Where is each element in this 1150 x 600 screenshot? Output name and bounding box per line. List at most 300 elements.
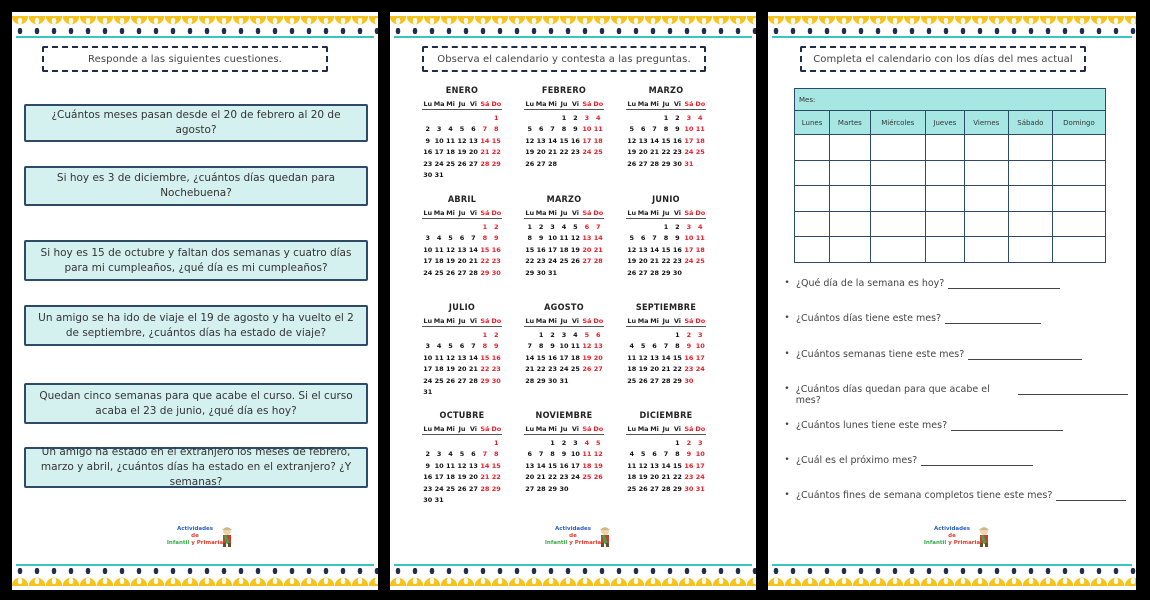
day-cell: 9 [550, 342, 555, 351]
day-cell: 15 [661, 136, 671, 145]
day-cell: 28 [548, 159, 558, 168]
empty-day-cell [535, 438, 546, 449]
day-cell: 18 [627, 473, 637, 482]
weekday-label: Ju [458, 209, 466, 217]
month-title: NOVIEMBRE [535, 411, 593, 421]
day-entry-cell[interactable] [1052, 237, 1105, 263]
day-entry-cell[interactable] [830, 211, 870, 237]
day-entry-cell[interactable] [964, 237, 1008, 263]
question-box: Un amigo ha estado en el extranjero los meses de febrero, marzo y abril, ¿cuántos días ha estado en el extranjero? ¿Y semanas? [24, 447, 368, 488]
day-cell: 22 [672, 365, 682, 374]
empty-day-cell [445, 438, 456, 449]
day-cell: 7 [663, 342, 669, 351]
day-cell: 7 [471, 234, 476, 243]
day-cell: 3 [436, 125, 442, 134]
day-cell: 24 [570, 473, 580, 482]
bullet-icon: • [784, 490, 790, 501]
day-cell: 4 [561, 223, 567, 231]
day-cell: 7 [482, 125, 488, 134]
day-cell: 9 [686, 450, 692, 459]
day-entry-cell[interactable] [964, 160, 1008, 186]
weekday-label: Lu [423, 100, 433, 108]
empty-day-cell [468, 330, 479, 341]
day-cell: 17 [434, 473, 444, 482]
day-cell: 10 [423, 245, 433, 254]
empty-day-cell [524, 113, 535, 124]
day-cell: 11 [593, 125, 603, 134]
day-cell: 23 [684, 473, 694, 482]
weekday-label: Ju [560, 317, 568, 325]
day-grid [422, 222, 502, 279]
day-cell: 15 [491, 461, 501, 470]
day-cell: 15 [491, 136, 501, 145]
day-cell: 16 [559, 461, 569, 470]
empty-day-cell [637, 222, 648, 233]
day-entry-cell[interactable] [830, 186, 870, 212]
day-cell: 18 [446, 148, 456, 157]
day-cell: 15 [672, 353, 682, 362]
day-cell: 18 [446, 473, 456, 482]
day-cell: 13 [638, 245, 648, 254]
day-cell: 28 [525, 376, 535, 385]
day-entry-cell[interactable] [964, 186, 1008, 212]
day-cell: 16 [491, 353, 501, 362]
day-cell: 28 [480, 159, 490, 168]
day-entry-cell[interactable] [1008, 135, 1052, 161]
day-cell: 19 [570, 245, 580, 254]
day-entry-cell[interactable] [964, 211, 1008, 237]
day-cell: 13 [536, 136, 546, 145]
month-title: ABRIL [447, 195, 477, 205]
day-cell: 19 [593, 461, 603, 470]
day-cell: 25 [559, 257, 569, 266]
day-cell: 24 [423, 376, 433, 385]
day-cell: 21 [480, 473, 490, 482]
day-cell: 15 [661, 245, 671, 254]
day-cell: 5 [629, 234, 634, 243]
day-cell: 5 [448, 342, 453, 351]
logo-text-line1: Actividades [933, 526, 971, 532]
logo-text-infantil: Infantil [166, 540, 190, 546]
weekday-label: Lu [627, 100, 637, 108]
day-cell: 5 [596, 439, 601, 447]
day-cell: 21 [536, 473, 546, 482]
day-cell: 3 [425, 342, 430, 351]
day-cell: 7 [538, 450, 544, 459]
weekday-label: Ma [637, 425, 649, 433]
day-grid [422, 438, 502, 506]
empty-day-cell [479, 113, 490, 124]
empty-day-cell [422, 330, 433, 341]
weekday-label: Mi [446, 317, 455, 325]
decorative-scallop-border-bottom [768, 562, 1136, 586]
day-cell: 26 [457, 159, 467, 168]
weekday-label: Vi [571, 100, 579, 108]
day-cell: 18 [593, 136, 603, 145]
empty-day-cell [456, 222, 467, 233]
day-cell: 30 [684, 376, 694, 385]
day-entry-cell[interactable] [1052, 135, 1105, 161]
month-calendar [422, 303, 502, 398]
weekday-label: Ma [433, 317, 445, 325]
logo-actividades-infantil-primaria [157, 526, 233, 548]
day-cell: 28 [536, 484, 546, 493]
worksheet-page-calendar [390, 12, 756, 590]
day-entry-cell[interactable] [925, 160, 964, 186]
month-title: ENERO [445, 86, 479, 96]
empty-day-cell [649, 222, 660, 233]
empty-day-cell [433, 113, 444, 124]
day-cell: 22 [548, 473, 558, 482]
day-cell: 13 [582, 234, 592, 243]
empty-day-cell [649, 113, 660, 124]
day-cell: 28 [650, 268, 660, 277]
day-cell: 19 [627, 148, 637, 157]
day-cell: 16 [672, 245, 682, 254]
day-cell: 26 [446, 376, 456, 385]
week-row [795, 160, 1106, 186]
day-cell: 14 [480, 461, 490, 470]
day-cell: 6 [471, 450, 476, 459]
day-cell: 12 [525, 136, 535, 145]
day-cell: 21 [468, 257, 478, 266]
day-cell: 5 [527, 125, 532, 134]
weekday-label: Do [491, 317, 502, 325]
day-cell: 21 [593, 245, 603, 254]
day-cell: 24 [684, 148, 694, 157]
day-cell: 24 [548, 257, 558, 266]
weekday-column-header: Jueves [925, 111, 964, 135]
day-cell: 3 [686, 114, 692, 122]
day-entry-cell[interactable] [830, 160, 870, 186]
weekday-header [626, 317, 706, 327]
weekday-header [422, 317, 502, 327]
month-calendar [626, 86, 706, 170]
day-cell: 15 [480, 245, 490, 254]
weekday-label: Ju [662, 100, 670, 108]
answer-blank[interactable] [1018, 384, 1128, 395]
day-cell: 25 [627, 376, 637, 385]
weekday-header [626, 100, 706, 110]
day-entry-cell[interactable] [795, 135, 830, 161]
day-cell: 10 [684, 234, 694, 243]
weekday-label: Mi [548, 317, 557, 325]
day-cell: 4 [436, 342, 442, 351]
weekday-label: Do [491, 425, 502, 433]
day-cell: 14 [661, 353, 671, 362]
day-entry-cell[interactable] [1008, 211, 1052, 237]
logo-text-infantil: Infantil [544, 540, 568, 546]
day-cell: 23 [491, 365, 501, 374]
answer-blank[interactable] [968, 349, 1082, 360]
empty-day-cell [660, 330, 671, 341]
logo-text-line1: Actividades [554, 526, 592, 532]
day-cell: 8 [663, 234, 669, 243]
question-box: ¿Cuántos meses pasan desde el 20 de febrero al 20 de agosto? [24, 104, 368, 142]
question-text: ¿Cuántos días quedan para que acabe el mes? [795, 384, 990, 407]
day-cell: 19 [446, 257, 456, 266]
weekday-label: Mi [650, 209, 659, 217]
day-entry-cell[interactable] [1008, 237, 1052, 263]
question-box: Un amigo se ha ido de viaje el 19 de agosto y ha vuelto el 2 de septiembre, ¿cuántos días ha estado de viaje? [24, 305, 368, 346]
day-cell: 7 [652, 125, 657, 134]
empty-day-cell [433, 222, 444, 233]
day-cell: 29 [661, 268, 671, 277]
kid-mascot-icon [976, 526, 992, 548]
month-title: JUNIO [652, 195, 680, 205]
day-cell: 2 [425, 125, 430, 134]
day-entry-cell[interactable] [795, 237, 830, 263]
day-cell: 29 [491, 159, 501, 168]
day-cell: 26 [627, 268, 637, 277]
answer-blank[interactable] [945, 313, 1041, 324]
day-cell: 12 [446, 245, 456, 254]
day-cell: 8 [675, 342, 680, 351]
day-cell: 9 [675, 234, 680, 243]
day-cell: 29 [661, 159, 671, 168]
month-calendar [422, 86, 502, 181]
day-entry-cell[interactable] [830, 237, 870, 263]
day-cell: 27 [468, 484, 478, 493]
day-cell: 9 [686, 342, 692, 351]
day-cell: 3 [550, 223, 555, 231]
day-cell: 31 [684, 159, 694, 168]
empty-day-cell [626, 222, 637, 233]
weekday-header [422, 100, 502, 110]
weekday-label: Vi [673, 317, 681, 325]
empty-day-cell [626, 330, 637, 341]
day-cell: 1 [663, 223, 669, 231]
day-cell: 20 [650, 473, 660, 482]
day-cell: 7 [663, 450, 669, 459]
weekday-label: Lu [525, 209, 535, 217]
question-item [778, 278, 1128, 313]
day-cell: 17 [559, 353, 569, 362]
day-cell: 23 [672, 257, 682, 266]
weekday-header [422, 425, 502, 435]
day-cell: 1 [561, 114, 567, 122]
weekday-label: Do [593, 209, 604, 217]
day-cell: 30 [672, 159, 682, 168]
day-cell: 30 [423, 170, 433, 179]
day-cell: 13 [650, 461, 660, 470]
day-cell: 2 [675, 223, 680, 231]
weekday-label: Lu [627, 317, 637, 325]
day-grid [524, 330, 604, 387]
weekday-label: Mi [650, 425, 659, 433]
day-cell: 12 [570, 234, 580, 243]
day-cell: 23 [548, 365, 558, 374]
day-entry-cell[interactable] [925, 211, 964, 237]
day-entry-cell[interactable] [870, 211, 925, 237]
day-cell: 4 [698, 223, 703, 231]
month-title: FEBRERO [541, 86, 587, 96]
day-cell: 10 [582, 125, 592, 134]
day-cell: 9 [675, 125, 680, 134]
weekday-header [524, 317, 604, 327]
day-cell: 10 [695, 450, 705, 459]
day-grid [626, 113, 706, 170]
day-cell: 11 [446, 136, 456, 145]
day-entry-cell[interactable] [870, 160, 925, 186]
day-entry-cell[interactable] [870, 237, 925, 263]
day-cell: 12 [627, 136, 637, 145]
weekday-header [626, 209, 706, 219]
day-cell: 14 [468, 353, 478, 362]
day-cell: 1 [482, 331, 488, 339]
day-cell: 19 [627, 257, 637, 266]
day-cell: 13 [650, 353, 660, 362]
empty-day-cell [649, 330, 660, 341]
day-cell: 6 [538, 125, 544, 134]
empty-day-cell [445, 113, 456, 124]
day-cell: 20 [638, 257, 648, 266]
day-cell: 7 [482, 450, 488, 459]
day-cell: 20 [536, 148, 546, 157]
day-entry-cell[interactable] [925, 237, 964, 263]
day-cell: 23 [559, 473, 569, 482]
day-cell: 15 [536, 353, 546, 362]
day-grid [524, 113, 604, 170]
day-entry-cell[interactable] [1008, 186, 1052, 212]
day-entry-cell[interactable] [795, 186, 830, 212]
day-cell: 23 [423, 159, 433, 168]
weekday-label: Mi [548, 209, 557, 217]
day-cell: 22 [480, 365, 490, 374]
day-cell: 6 [459, 342, 465, 351]
day-cell: 7 [596, 223, 601, 231]
day-entry-cell[interactable] [1008, 160, 1052, 186]
day-entry-cell[interactable] [1052, 211, 1105, 237]
weekday-label: Vi [469, 100, 477, 108]
day-cell: 8 [561, 125, 567, 134]
day-cell: 26 [638, 376, 648, 385]
question-box: Si hoy es 15 de octubre y faltan dos semanas y cuatro días para mi cumpleaños, ¿qué día es mi cumpleaños? [24, 240, 368, 281]
day-cell: 20 [593, 353, 603, 362]
day-cell: 27 [593, 365, 603, 374]
day-cell: 10 [434, 461, 444, 470]
day-entry-cell[interactable] [870, 186, 925, 212]
day-cell: 27 [525, 484, 535, 493]
day-cell: 29 [491, 484, 501, 493]
weekday-label: Sá [480, 425, 490, 433]
empty-day-cell [433, 330, 444, 341]
day-cell: 23 [684, 365, 694, 374]
weekday-header [524, 100, 604, 110]
question-item [778, 455, 1128, 490]
day-cell: 17 [695, 353, 705, 362]
answer-blank[interactable] [948, 278, 1060, 289]
question-box: Si hoy es 3 de diciembre, ¿cuántos días quedan para Nochebuena? [24, 166, 368, 206]
day-cell: 5 [640, 342, 646, 351]
day-cell: 4 [698, 114, 703, 122]
empty-day-cell [637, 438, 648, 449]
question-text: ¿Cuántos lunes tiene este mes? [796, 419, 948, 431]
day-entry-cell[interactable] [830, 135, 870, 161]
week-row [795, 211, 1106, 237]
day-cell: 30 [536, 268, 546, 277]
day-cell: 10 [548, 234, 558, 243]
weekday-label: Lu [525, 425, 535, 433]
day-cell: 9 [425, 136, 430, 145]
instruction-box: Completa el calendario con los días del mes actual [800, 46, 1086, 72]
day-entry-cell[interactable] [795, 160, 830, 186]
day-cell: 2 [494, 223, 499, 231]
day-cell: 14 [536, 461, 546, 470]
day-cell: 10 [684, 125, 694, 134]
day-cell: 5 [459, 450, 465, 459]
day-entry-cell[interactable] [870, 135, 925, 161]
day-cell: 27 [468, 159, 478, 168]
weekday-label: Lu [525, 100, 535, 108]
day-cell: 14 [548, 136, 558, 145]
day-cell: 30 [684, 484, 694, 493]
day-cell: 17 [582, 136, 592, 145]
weekday-label: Ma [433, 209, 445, 217]
day-cell: 16 [570, 136, 580, 145]
question-item [778, 490, 1128, 525]
day-cell: 28 [593, 257, 603, 266]
day-entry-cell[interactable] [925, 186, 964, 212]
day-cell: 6 [640, 234, 646, 243]
empty-day-cell [468, 222, 479, 233]
answer-blank[interactable] [1056, 490, 1126, 501]
day-cell: 28 [650, 159, 660, 168]
day-cell: 10 [434, 136, 444, 145]
day-entry-cell[interactable] [795, 211, 830, 237]
day-cell: 26 [593, 473, 603, 482]
weekday-label: Do [593, 425, 604, 433]
day-cell: 18 [570, 353, 580, 362]
day-cell: 9 [538, 234, 544, 243]
weekday-label: Vi [469, 317, 477, 325]
day-cell: 17 [423, 257, 433, 266]
day-cell: 21 [468, 365, 478, 374]
weekday-label: Mi [548, 100, 557, 108]
day-cell: 2 [573, 114, 578, 122]
weekday-label: Lu [423, 209, 433, 217]
day-entry-cell[interactable] [964, 135, 1008, 161]
day-cell: 8 [663, 125, 669, 134]
day-cell: 21 [650, 148, 660, 157]
answer-blank[interactable] [951, 420, 1063, 431]
empty-day-cell [660, 438, 671, 449]
kid-mascot-icon [597, 526, 613, 548]
day-cell: 19 [457, 473, 467, 482]
weekday-label: Do [695, 425, 706, 433]
day-cell: 13 [525, 461, 535, 470]
weekday-label: Mi [446, 100, 455, 108]
day-cell: 25 [446, 484, 456, 493]
day-entry-cell[interactable] [1052, 160, 1105, 186]
day-cell: 13 [468, 461, 478, 470]
month-name-field[interactable]: Mes: [795, 89, 1106, 111]
day-cell: 18 [559, 245, 569, 254]
empty-day-cell [547, 113, 558, 124]
day-cell: 16 [423, 473, 433, 482]
answer-blank[interactable] [921, 455, 1033, 466]
question-item [778, 313, 1128, 348]
day-entry-cell[interactable] [925, 135, 964, 161]
day-cell: 14 [650, 136, 660, 145]
day-entry-cell[interactable] [1052, 186, 1105, 212]
day-cell: 28 [480, 484, 490, 493]
weekday-label: Ju [458, 317, 466, 325]
day-cell: 15 [525, 245, 535, 254]
logo-actividades-infantil-primaria [535, 526, 611, 548]
weekday-label: Do [491, 100, 502, 108]
day-cell: 8 [550, 450, 555, 459]
